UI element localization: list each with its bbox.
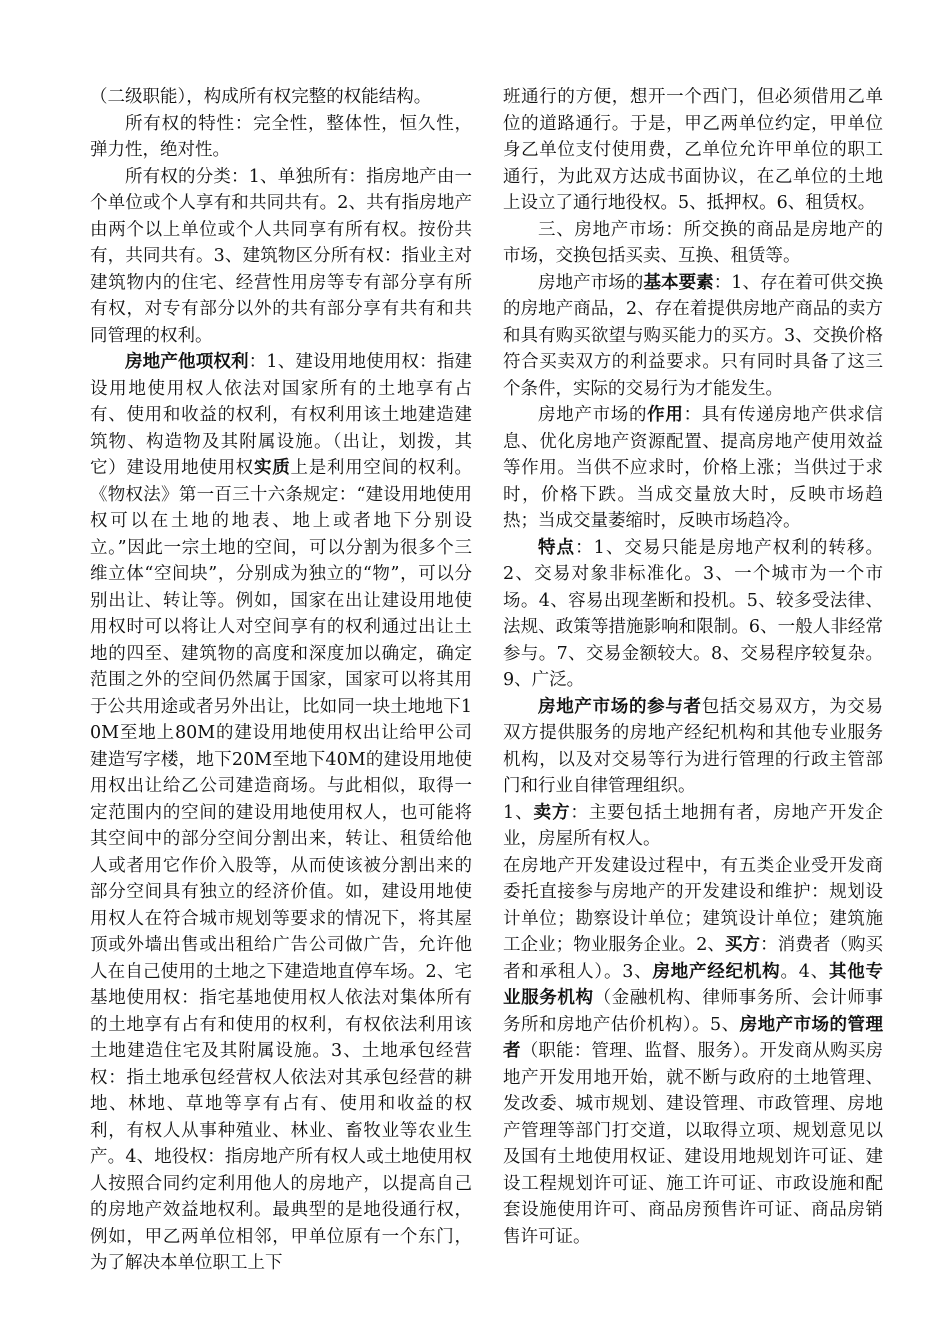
paragraph	[90, 164, 472, 350]
bold-term: 基本要素	[643, 272, 714, 293]
paragraph	[503, 217, 883, 270]
bold-term: 特点	[538, 537, 576, 558]
paragraph	[503, 800, 883, 853]
text-run: 所有权的分类：1、单独所有：指房地产由一个单位或个人享有和共同共有。2、共有指房地产由两个以上单位或个人共同享有所有权。按份共有，共同共有。3、建筑物区分所有权：指业主对建筑物内的住宅、经营性用房等专有部分享有所有权，对专有部分以外的共有部分享有共有和共同管理的权利。	[90, 166, 472, 346]
text-run: 所有权的特性：完全性，整体性，恒久性，弹力性，绝对性。	[90, 113, 472, 160]
text-run: 三、房地产市场：所交换的商品是房地产的市场，交换包括买卖、互换、租赁等。	[503, 219, 883, 266]
paragraph	[503, 535, 883, 694]
text-run: ：1、建设用地使用权：指建设用地使用权人依法对国家所有的土地享有占有、使用和收益的权利，有权利用该土地建造建筑物、构造物及其附属设施。（出让，划拨，其它）建设用地使用权	[90, 352, 473, 478]
text-run: （职能：管理、监督、服务）。开发商从购买房地产开发用地开始，就不断与政府的土地管理、发改委、城市规划、建设管理、市政管理、房地产管理等部门打交道，以取得立项、规划意见以及国有土地使用权证、建设用地规划许可证、建设工程规划许可证、施工许可证、市政设施和配套设施使用许可、商品房预售许可证、商品房销售许可证。	[503, 1041, 884, 1247]
bold-term: 房地产经纪机构	[652, 961, 781, 982]
text-run: （二级职能），构成所有权完整的权能结构。	[90, 87, 432, 107]
text-run: ：具有传递房地产供求信息、优化房地产资源配置、提高房地产使用效益等作用。当供不应求时，价格上涨；当供过于求时，价格下跌。当成交量放大时，反映市场趋热；当成交量萎缩时，反映市场趋冷。	[503, 405, 884, 531]
paragraph	[503, 694, 883, 800]
text-run: 房地产市场的	[538, 272, 644, 293]
text-run: ：消费者（购买者和承租人）。3、	[503, 935, 884, 982]
text-run: 上是利用空间的权利。《物权法》第一百三十六条规定：“建设用地使用权可以在土地的地表、地上或者地下分别设立。”因此一宗土地的空间，可以分割为很多个三维立体“空间块”，分别成为独立的“物”，可以分别出让、转让等。例如，国家在出让建设用地使用权时可以将让人对空间享有的权利通过出让土地的四至、建筑物的高度和深度加以确定，确定范围之外的空间仍然属于国家，国家可以将其用于公共用途或者另外出让，比如同一块土地地下10M至地上80M的建设用地使用权出让给甲公司建造写字楼，地下20M至地下40M的建设用地使用权出让给乙公司建造商场。与此相似，取得一定范围内的空间的建设用地使用权人，也可能将其空间中的部分空间分割出来，转让、租赁给他人或者用它作价入股等，从而使该被分割出来的部分空间具有独立的经济价值。如，建设用地使用权人在符合城市规划等要求的情况下，将其屋顶或外墙出售或出租给广告公司做广告，允许他人在自己使用的土地之下建造地直停车场。2、宅基地使用权：指宅基地使用权人依法对集体所有的土地享有占有和使用的权利，有权依法利用该土地建造住宅及其附属设施。3、土地承包经营权：指土地承包经营权人依法对其承包经营的耕地、林地、草地等享有占有、使用和收益的权利，有权人从事种殖业、林业、畜牧业等农业生产。4、地役权：指房地产所有权人或土地使用权人按照合同约定利用他人的房地产，以提高自己的房地产效益地权利。最典型的是地役通行权，例如，甲乙两单位相邻，甲单位原有一个东门，为了解决本单位职工上下	[90, 458, 473, 1273]
paragraph	[90, 349, 472, 1277]
paragraph	[503, 853, 883, 1251]
paragraph	[503, 84, 883, 217]
text-run: 1、	[503, 802, 534, 823]
text-run: 在房地产开发建设过程中，有五类企业受开发商委托直接参与房地产的开发建设和维护：规划设计单位；勘察设计单位；建筑设计单位；建筑施工企业；物业服务企业。2、	[503, 855, 883, 955]
paragraph	[90, 111, 472, 164]
bold-term: 买方	[724, 935, 761, 955]
text-run: 。4、	[780, 961, 829, 982]
bold-term: 房地产市场的参与者	[538, 696, 702, 717]
bold-term: 房地产他项权利	[125, 352, 249, 372]
left-column	[90, 84, 472, 1277]
bold-term: 作用	[647, 405, 684, 425]
text-run: ：1、存在着可供交换的房地产商品，2、存在着提供房地产商品的卖方和具有购买欲望与购买能力的买方。3、交换价格符合买卖双方的利益要求。只有同时具备了这三个条件，实际的交易行为才能发生。	[503, 272, 884, 399]
text-run: 班通行的方便，想开一个西门，但必须借用乙单位的道路通行。于是，甲乙两单位约定，甲单位身乙单位支付使用费，乙单位允许甲单位的职工通行，为此双方达成书面协议，在乙单位的土地上设立了通行地役权。5、抵押权。6、租赁权。	[503, 87, 883, 213]
text-run: ：主要包括土地拥有者，房地产开发企业，房屋所有权人。	[503, 802, 884, 849]
text-run: ：1、交易只能是房地产权利的转移。2、交易对象非标准化。3、一个城市为一个市场。4、容易出现垄断和投机。5、较多受法律、法规、政策等措施影响和限制。6、一般人非经常参与。7、交易金额较大。8、交易程序较复杂。9、广泛。	[503, 537, 884, 690]
paragraph	[90, 84, 472, 111]
bold-term: 卖方	[533, 802, 571, 823]
text-run: 房地产市场的	[538, 405, 648, 425]
right-column	[503, 84, 883, 1250]
text-run: （金融机构、律师事务所、会计师事务所和房地产估价机构）。5、	[503, 988, 883, 1035]
paragraph	[503, 402, 883, 535]
bold-term: 其他专业服务机构	[503, 961, 884, 1008]
bold-term: 实质	[254, 458, 291, 478]
paragraph	[503, 270, 883, 403]
text-run: 包括交易双方，为交易双方提供服务的房地产经纪机构和其他专业服务机构，以及对交易等行为进行管理的行政主管部门和行业自律管理组织。	[503, 696, 883, 796]
bold-term: 房地产市场的管理者	[503, 1014, 883, 1061]
